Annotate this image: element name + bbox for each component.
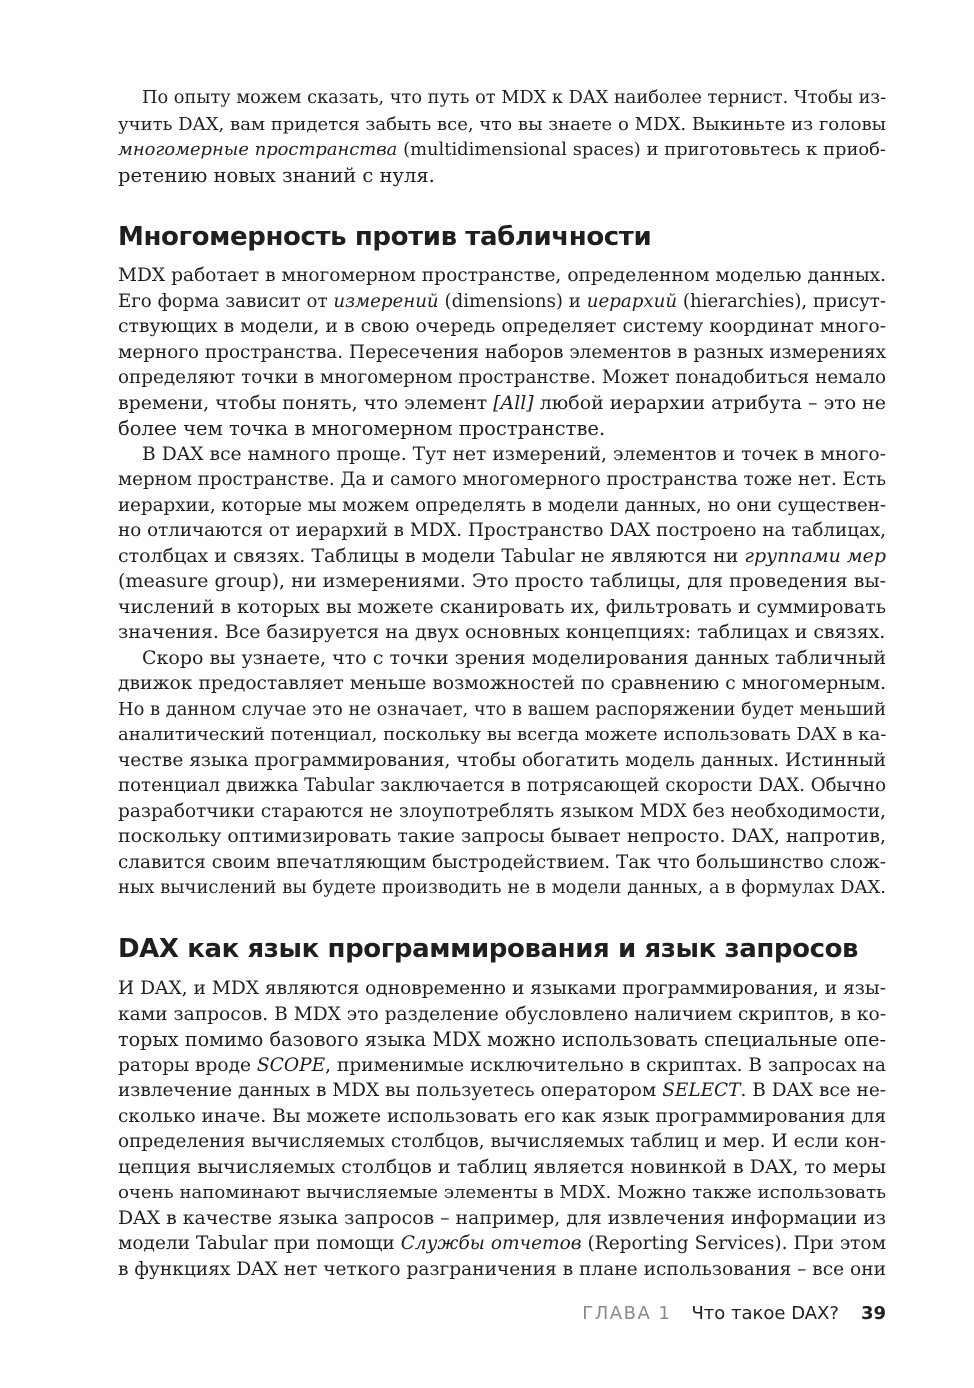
text-line bbox=[118, 595, 886, 621]
text-line bbox=[118, 1129, 886, 1155]
text-run: иерархии, которые мы можем определять в модели данных, но они существен- bbox=[118, 494, 886, 516]
text-run: (Reporting Services). При этом bbox=[581, 1233, 886, 1254]
text-line bbox=[118, 1231, 886, 1257]
text-run: учить DAX, вам придется забыть все, что вы знаете о MDX. Выкиньте из головы bbox=[118, 113, 887, 135]
text-line bbox=[118, 544, 886, 570]
text-run: ретению новых знаний с нуля. bbox=[118, 163, 435, 187]
text-line bbox=[118, 467, 886, 493]
text-line bbox=[118, 875, 886, 901]
text-run: ствующих в модели, и в свою очередь определяет систему координат много- bbox=[118, 316, 886, 337]
italic-term: Службы отчетов bbox=[400, 1233, 582, 1254]
text-line bbox=[118, 620, 886, 646]
text-line bbox=[118, 1053, 886, 1079]
chapter-title: Что такое DAX? bbox=[691, 1303, 839, 1324]
text-line bbox=[118, 518, 886, 544]
text-run: времени, чтобы понять, что элемент bbox=[118, 391, 494, 414]
italic-term: SCOPE bbox=[256, 1054, 326, 1076]
text-line bbox=[118, 289, 886, 315]
text-run: И DAX, и MDX являются одновременно и языками программирования, и язы- bbox=[118, 978, 886, 999]
text-line bbox=[118, 850, 886, 876]
text-line bbox=[118, 493, 886, 519]
text-line bbox=[118, 976, 886, 1002]
chapter-label: ГЛАВА 1 bbox=[582, 1303, 672, 1324]
italic-term: иерархий bbox=[586, 290, 678, 312]
section-heading: DAX как язык программирования и язык запросов bbox=[118, 934, 859, 964]
text-run: По опыту можем сказать, что путь от MDX к DAX наиболее тернист. Чтобы из- bbox=[142, 88, 887, 108]
italic-term: многомерные пространства bbox=[118, 139, 398, 160]
text-run: определяют точки в многомерном пространстве. Может понадобиться немало bbox=[118, 367, 886, 388]
text-run: потенциал движка Tabular заключается в потрясающей скорости DAX. Обычно bbox=[118, 775, 886, 796]
text-run: торых помимо базового языка MDX можно использовать специальные опе- bbox=[118, 1028, 886, 1051]
text-line bbox=[118, 773, 886, 799]
text-run: мерного пространства. Пересечения наборов элементов в разных измерениях bbox=[118, 341, 886, 363]
text-run: (dimensions) и bbox=[438, 290, 587, 312]
text-run: . В DAX все не- bbox=[740, 1080, 886, 1101]
text-line bbox=[118, 391, 886, 417]
text-line bbox=[118, 112, 886, 138]
text-line bbox=[118, 1002, 886, 1028]
text-run: Его форма зависит от bbox=[118, 290, 334, 312]
text-line bbox=[118, 137, 886, 163]
text-run: Скоро вы узнаете, что с точки зрения моделирования данных табличный bbox=[142, 646, 886, 669]
italic-term: измерений bbox=[333, 290, 439, 312]
text-line bbox=[118, 697, 886, 723]
text-run: движок предоставляет меньше возможностей по сравнению с многомерным. bbox=[118, 673, 886, 694]
text-run: (measure group), ни измерениями. Это просто таблицы, для проведения вы- bbox=[118, 570, 886, 592]
text-run: модели Tabular при помощи bbox=[118, 1233, 401, 1254]
text-line bbox=[118, 1206, 886, 1232]
text-run: мерном пространстве. Да и самого многомерного пространства тоже нет. Есть bbox=[118, 469, 887, 490]
text-line bbox=[118, 1180, 886, 1206]
text-run: разработчики стараются не злоупотреблять языком MDX без необходимости, bbox=[118, 800, 886, 822]
text-line bbox=[118, 1027, 886, 1053]
text-run: цепция вычисляемых столбцов и таблиц является новинкой в DAX, то меры bbox=[118, 1155, 886, 1178]
page-number: 39 bbox=[860, 1303, 886, 1324]
text-line bbox=[118, 314, 886, 340]
text-run: любой иерархии атрибута – это не bbox=[533, 391, 886, 414]
text-line bbox=[118, 1078, 886, 1104]
text-run: славится своим впечатляющим быстродействием. Так что большинство слож- bbox=[118, 851, 886, 873]
text-run: Но в данном случае это не означает, что в вашем распоряжении будет меньший bbox=[118, 698, 886, 720]
text-run: , применимые исключительно в скриптах. В запросах на bbox=[325, 1054, 886, 1076]
section-heading: Многомерность против табличности bbox=[118, 222, 652, 252]
italic-term: [All] bbox=[493, 391, 534, 414]
text-line bbox=[118, 671, 886, 697]
text-run: MDX работает в многомерном пространстве, определенном моделью данных. bbox=[118, 265, 886, 286]
text-line bbox=[118, 163, 886, 189]
page-footer bbox=[582, 1302, 886, 1326]
text-line bbox=[118, 263, 886, 289]
text-run: более чем точка в многомерном пространстве. bbox=[118, 417, 606, 440]
text-run: честве языка программирования, чтобы обогатить модель данных. Истинный bbox=[118, 749, 887, 771]
text-run: аналитический потенциал, поскольку вы всегда можете использовать DAX в ка- bbox=[118, 724, 887, 745]
text-line bbox=[142, 86, 886, 112]
text-run: определения вычисляемых столбцов, вычисляемых таблиц и мер. И если кон- bbox=[118, 1131, 886, 1152]
text-run: в функциях DAX нет четкого разграничения в плане использования – все они bbox=[118, 1258, 887, 1280]
text-line bbox=[142, 646, 886, 672]
text-run: извлечение данных в MDX вы пользуетесь оператором bbox=[118, 1080, 663, 1101]
text-run: числений в которых вы можете сканировать их, фильтровать и суммировать bbox=[118, 595, 886, 618]
text-line bbox=[118, 416, 886, 442]
text-line bbox=[142, 442, 886, 468]
text-run: значения. Все базируется на двух основных концепциях: таблицах и связях. bbox=[118, 621, 886, 643]
text-line bbox=[118, 1257, 886, 1283]
text-run: ных вычислений вы будете производить не в модели данных, а в формулах DAX. bbox=[118, 877, 886, 898]
text-line bbox=[118, 799, 886, 825]
text-run: столбцах и связях. Таблицы в модели Tabular не являются ни bbox=[118, 544, 745, 567]
italic-term: SELECT bbox=[662, 1080, 741, 1101]
text-run: (multidimensional spaces) и приготовьтесь к приоб- bbox=[397, 139, 886, 160]
italic-term: группами мер bbox=[744, 544, 886, 567]
text-run: но отличаются от иерархий в MDX. Пространство DAX построено на таблицах, bbox=[118, 520, 886, 541]
text-run: поскольку оптимизировать такие запросы бывает непросто. DAX, напротив, bbox=[118, 825, 886, 847]
text-line bbox=[118, 1155, 886, 1181]
text-run: раторы вроде bbox=[118, 1054, 257, 1076]
text-line bbox=[118, 340, 886, 366]
text-line bbox=[118, 824, 886, 850]
text-line bbox=[118, 748, 886, 774]
text-run: ками запросов. В MDX это разделение обусловлено наличием скриптов, в ко- bbox=[118, 1003, 886, 1025]
text-line bbox=[118, 365, 886, 391]
text-run: очень напоминают вычисляемые элементы в MDX. Можно также использовать bbox=[118, 1182, 886, 1203]
text-line bbox=[118, 1104, 886, 1130]
text-line bbox=[118, 569, 886, 595]
text-run: В DAX все намного проще. Тут нет измерений, элементов и точек в много- bbox=[142, 443, 886, 465]
text-run: DAX в качестве языка запросов – например, для извлечения информации из bbox=[118, 1207, 886, 1229]
text-run: (hierarchies), присут- bbox=[677, 290, 886, 312]
text-run: сколько иначе. Вы можете использовать его как язык программирования для bbox=[118, 1105, 886, 1127]
text-line bbox=[118, 722, 886, 748]
